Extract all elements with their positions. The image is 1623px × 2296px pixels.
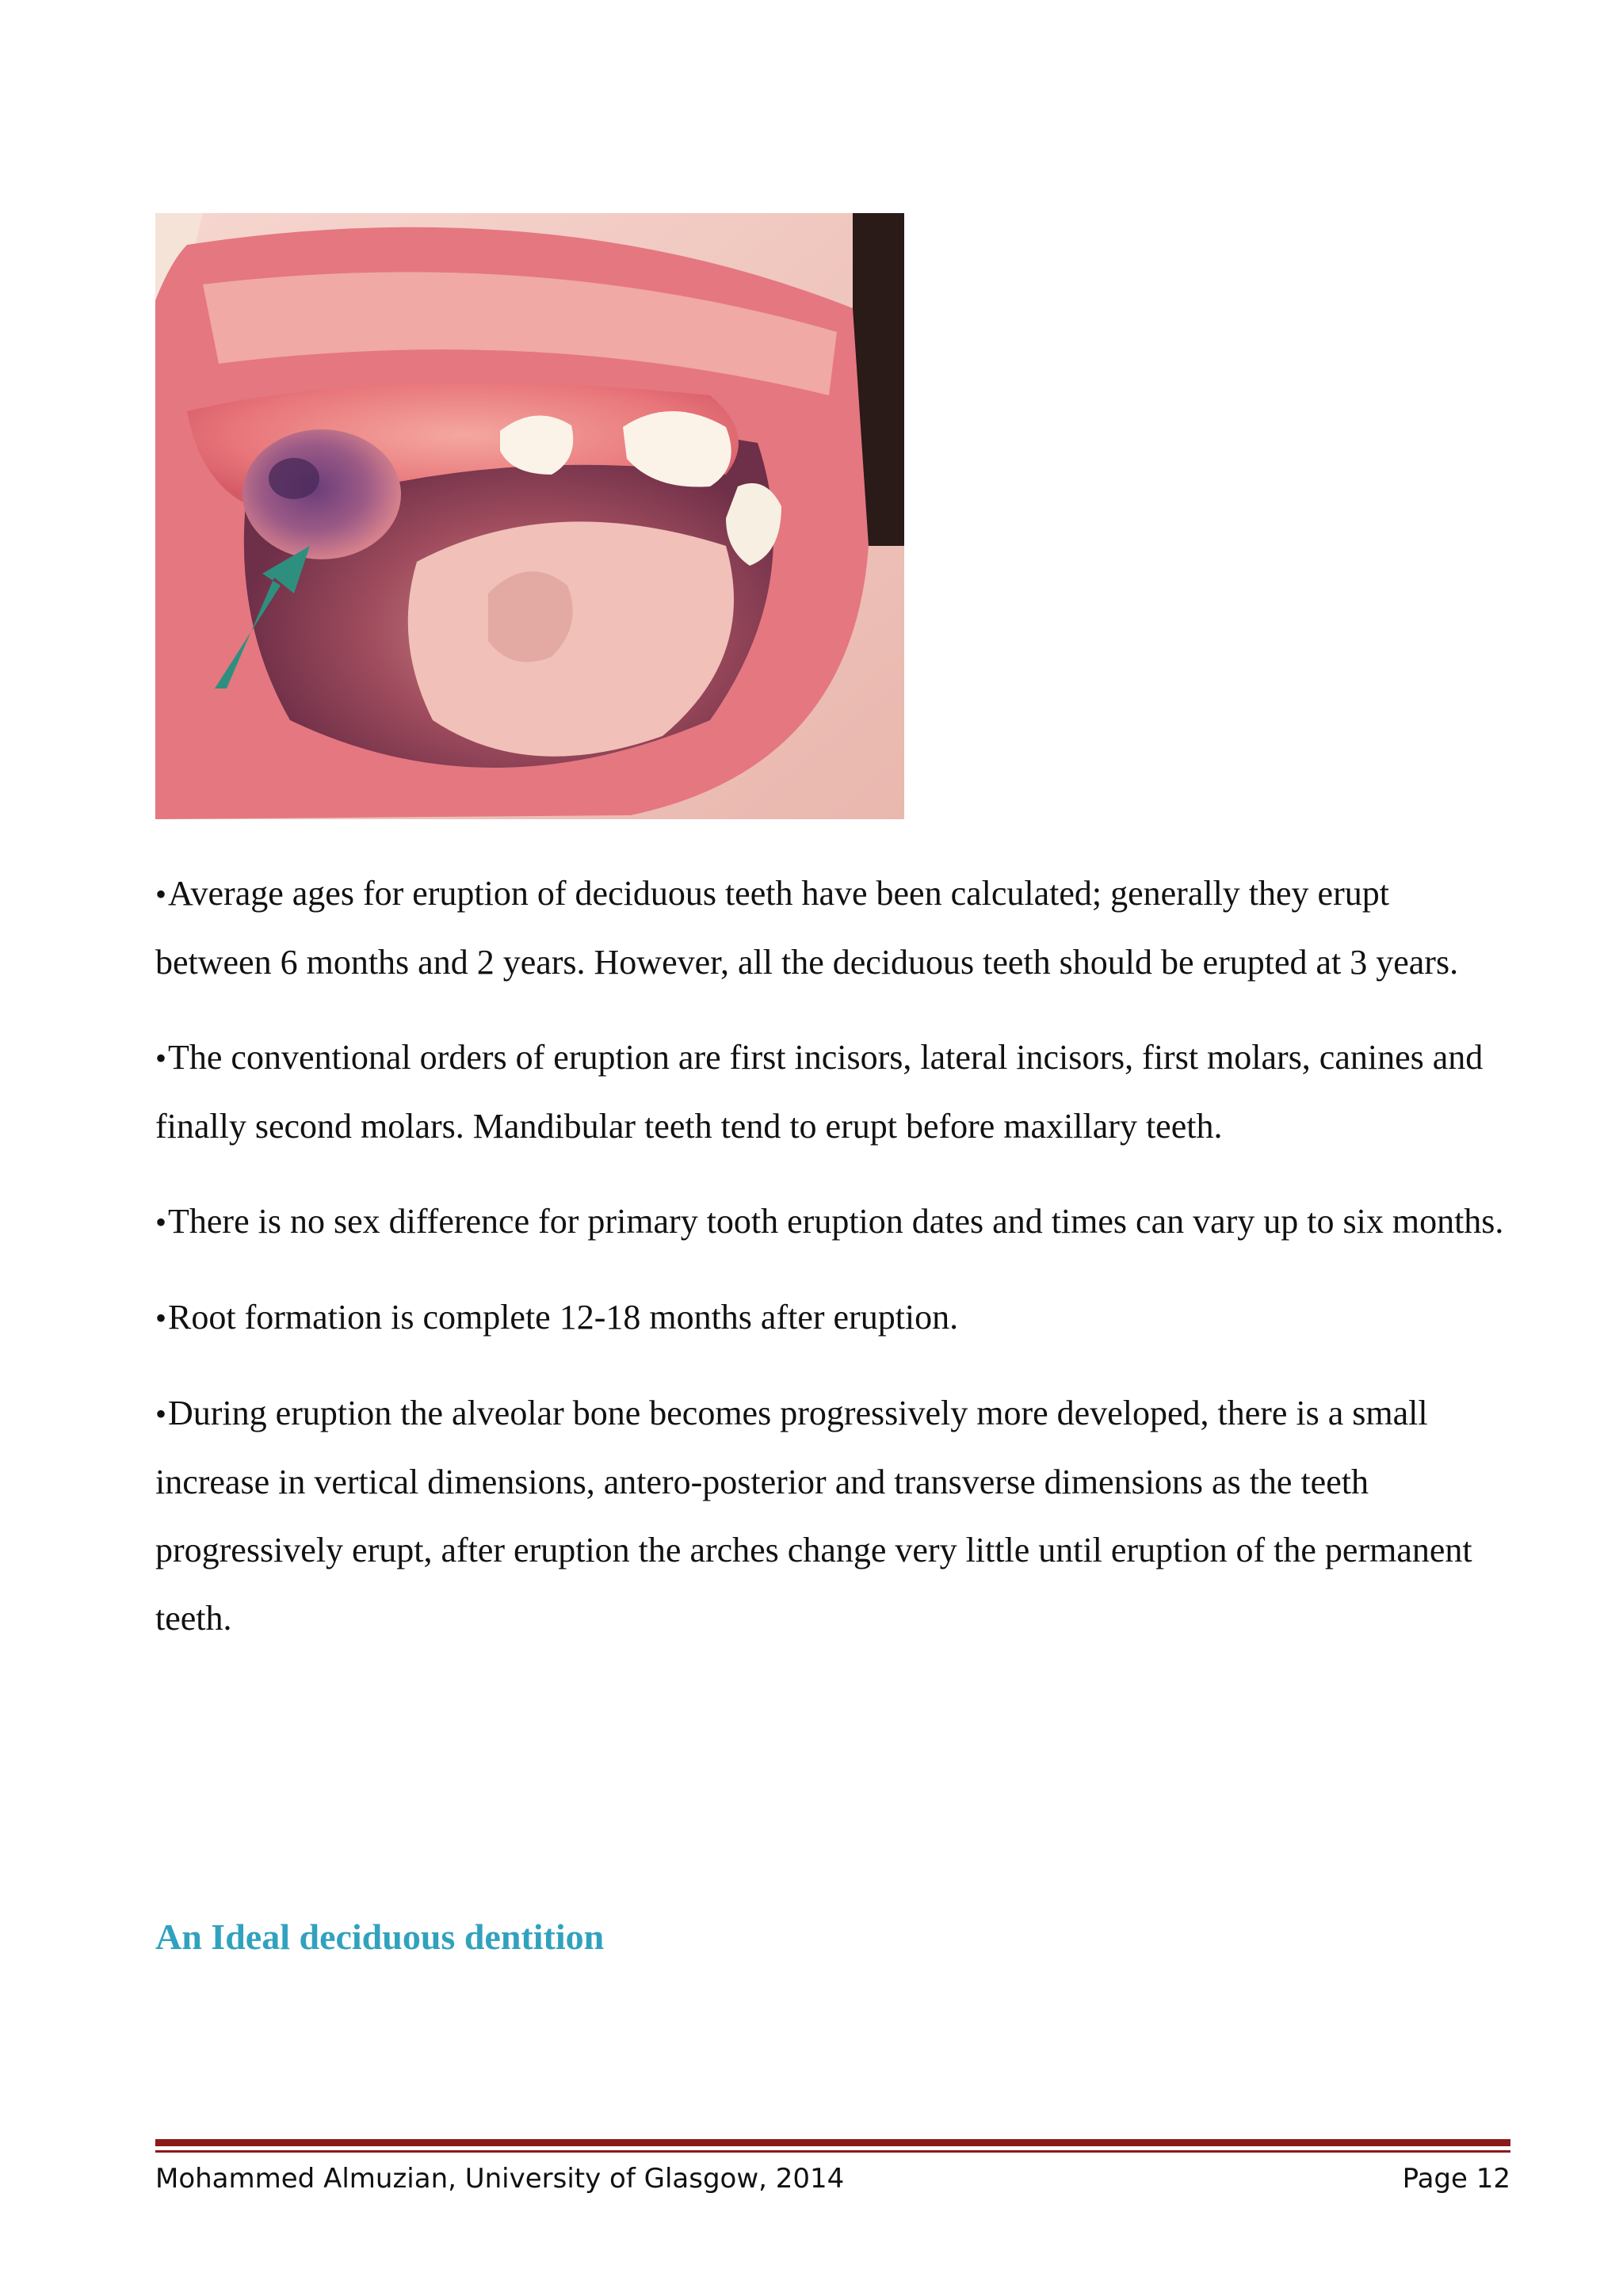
- bullet-symbol: •: [155, 1300, 167, 1336]
- oral-photo-illustration: [155, 213, 904, 819]
- footer-rule-thin: [155, 2150, 1510, 2153]
- bullet-sex-difference: [155, 1188, 1510, 1257]
- bullet-text: During eruption the alveolar bone becomes progressively more developed, there is a small increase in vertical dimensions, antero-posterior and transverse dimensions as the teeth progressively erupt, after eruption the arches change very little until eruption of the permanent teeth.: [155, 1394, 1472, 1638]
- footer-page-number: Page 12: [1402, 2163, 1510, 2195]
- oral-photo: [155, 213, 904, 819]
- bullet-symbol: •: [155, 1204, 167, 1240]
- footer-author: Mohammed Almuzian, University of Glasgow, 2014: [155, 2163, 845, 2195]
- footer-rule-thick: [155, 2139, 1510, 2146]
- bullet-root-formation: [155, 1283, 1510, 1352]
- bullet-eruption-ages: [155, 860, 1510, 997]
- bullet-text: Root formation is complete 12-18 months after eruption.: [168, 1298, 959, 1337]
- bullet-text: There is no sex difference for primary tooth eruption dates and times can vary up to six months.: [168, 1202, 1504, 1241]
- section-heading: An Ideal deciduous dentition: [155, 1917, 605, 1957]
- bullet-eruption-order: [155, 1024, 1510, 1161]
- bullet-text: Average ages for eruption of deciduous teeth have been calculated; generally they erupt between 6 months and 2 years. However, all the deciduous teeth should be erupted at 3 years.: [155, 874, 1459, 982]
- body-text: [155, 860, 1510, 1680]
- bullet-alveolar-bone: [155, 1379, 1510, 1653]
- bullet-symbol: •: [155, 1396, 167, 1432]
- bullet-symbol: •: [155, 1040, 167, 1076]
- bullet-symbol: •: [155, 876, 167, 912]
- bullet-text: The conventional orders of eruption are first incisors, lateral incisors, first molars, canines and finally second molars. Mandibular teeth tend to erupt before maxillary teeth.: [155, 1038, 1484, 1146]
